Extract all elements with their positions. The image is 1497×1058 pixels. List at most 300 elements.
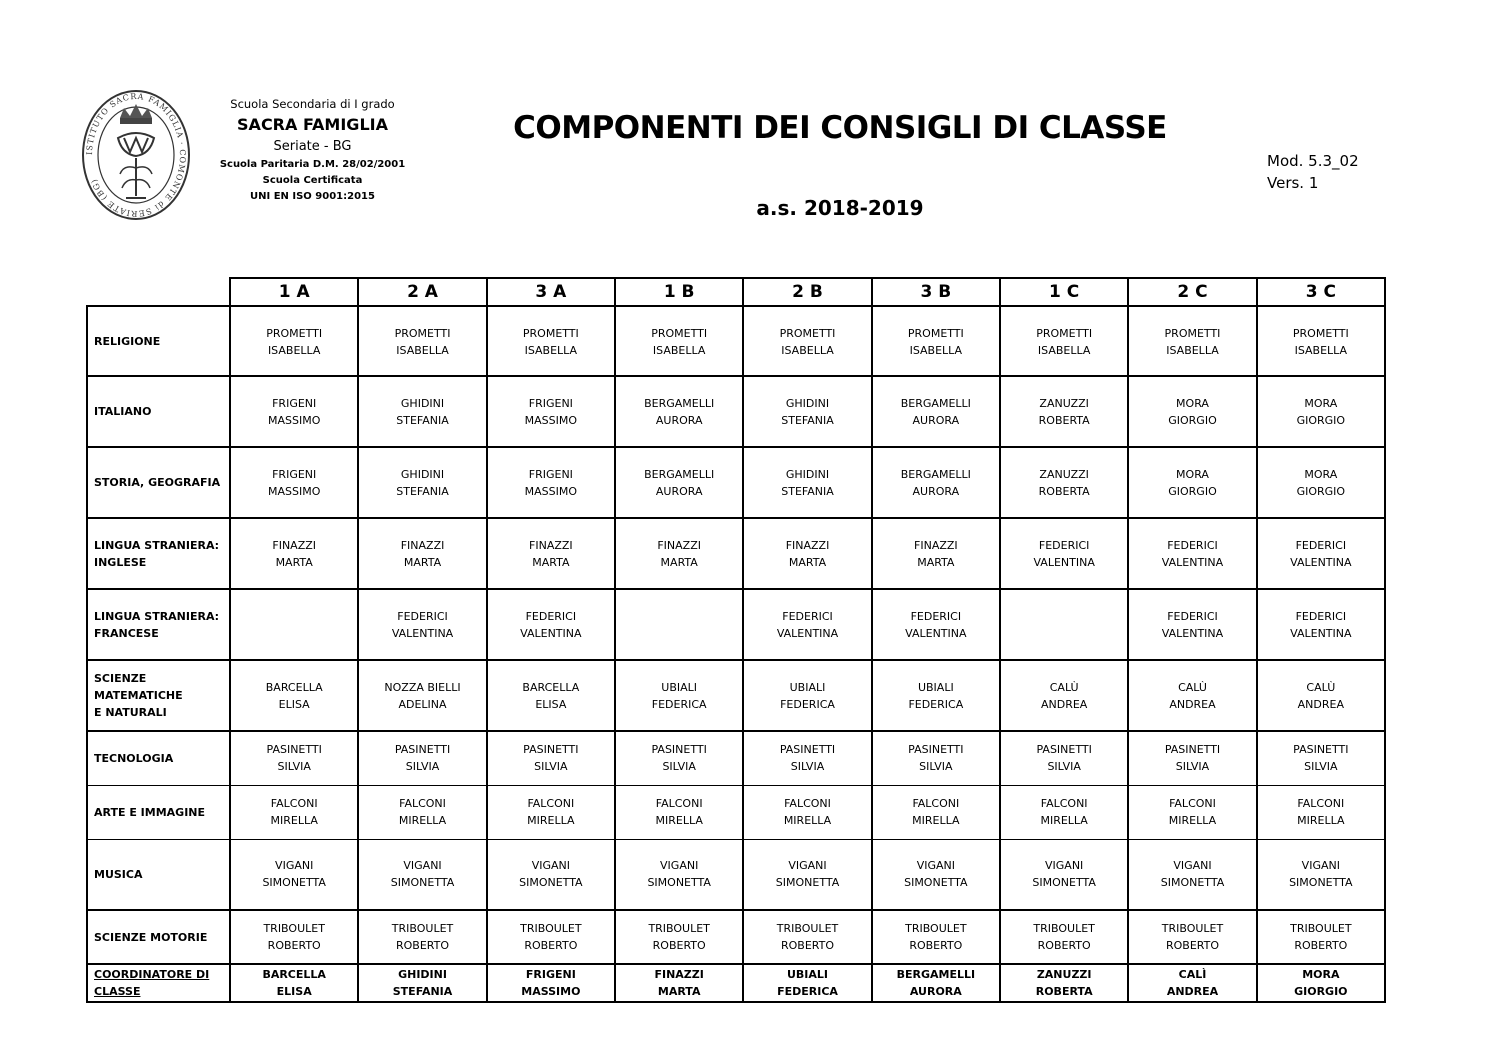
teacher-cell — [1257, 589, 1385, 660]
teacher-firstname: VALENTINA — [1033, 555, 1095, 569]
teacher-surname: PASINETTI — [908, 743, 964, 757]
teacher-firstname: SILVIA — [919, 760, 953, 774]
seal-text: ISTITUTO SACRA FAMIGLIA · COMONTE di SERIATE (BG) — [84, 91, 188, 219]
teacher-cell — [1000, 785, 1128, 839]
class-header: 3 C — [1257, 278, 1385, 306]
teacher-firstname: MIRELLA — [912, 814, 960, 827]
teacher-firstname: MIRELLA — [1297, 814, 1345, 827]
teacher-surname: FALCONI — [270, 797, 318, 810]
teacher-cell — [487, 731, 615, 785]
teacher-cell — [358, 785, 486, 839]
teacher-firstname: VALENTINA — [1290, 626, 1352, 640]
teacher-cell — [872, 589, 1000, 660]
table-row — [87, 785, 1385, 839]
school-name: SACRA FAMIGLIA — [237, 115, 388, 134]
teacher-surname: MORA — [1304, 467, 1338, 481]
table-row — [87, 306, 1385, 376]
teacher-surname: MORA — [1176, 467, 1209, 481]
teacher-surname: UBIALI — [917, 680, 954, 694]
class-header: 2 A — [358, 278, 486, 306]
teacher-surname: ZANUZZI — [1039, 467, 1089, 481]
header-corner — [87, 278, 230, 306]
subject-label: SCIENZE MOTORIE — [94, 930, 208, 944]
teacher-firstname: FEDERICA — [908, 697, 964, 711]
teacher-surname: FEDERICI — [525, 609, 577, 623]
class-council-table — [86, 277, 1386, 1003]
teacher-firstname: ROBERTO — [909, 939, 963, 952]
teacher-firstname: AURORA — [912, 413, 960, 427]
teacher-cell — [615, 376, 743, 447]
teacher-firstname: GIORGIO — [1168, 484, 1217, 498]
teacher-firstname: STEFANIA — [781, 413, 834, 427]
teacher-surname: FALCONI — [912, 797, 960, 810]
table-row — [87, 518, 1385, 589]
subject-label: ITALIANO — [94, 405, 152, 418]
teacher-surname: UBIALI — [786, 968, 829, 981]
teacher-cell — [358, 964, 486, 1002]
teacher-firstname: MIRELLA — [1168, 814, 1217, 827]
table-row — [87, 589, 1385, 660]
teacher-cell — [358, 910, 486, 964]
teacher-surname: GHIDINI — [398, 968, 447, 981]
class-header: 1 C — [1000, 278, 1128, 306]
teacher-cell — [358, 839, 486, 910]
subject-label: E NATURALI — [94, 706, 167, 719]
teacher-cell — [743, 447, 871, 518]
teacher-surname: FALCONI — [655, 797, 703, 810]
teacher-cell — [487, 964, 615, 1002]
teacher-firstname: MASSIMO — [268, 413, 321, 427]
teacher-cell — [487, 306, 615, 376]
teacher-surname: PROMETTI — [1292, 327, 1349, 340]
table-row — [87, 447, 1385, 518]
teacher-cell — [230, 964, 358, 1002]
teacher-cell — [230, 518, 358, 589]
teacher-firstname: ROBERTO — [1165, 939, 1219, 952]
teacher-surname: GHIDINI — [400, 467, 445, 481]
teacher-cell — [230, 910, 358, 964]
teacher-surname: FEDERICI — [1167, 609, 1218, 623]
teacher-cell — [615, 839, 743, 910]
school-seal-logo — [80, 88, 192, 222]
school-level: Scuola Secondaria di I grado — [230, 97, 395, 111]
teacher-cell — [1000, 910, 1128, 964]
teacher-surname: PROMETTI — [651, 327, 708, 340]
teacher-surname: FEDERICI — [1167, 538, 1218, 552]
teacher-firstname: MARTA — [275, 555, 313, 569]
subject-label: LINGUA STRANIERA: — [94, 609, 220, 623]
teacher-surname: VIGANI — [788, 859, 827, 873]
teacher-surname: MORA — [1176, 396, 1209, 410]
teacher-firstname: ELISA — [278, 697, 310, 711]
teacher-firstname: SILVIA — [277, 760, 311, 774]
teacher-surname: FALCONI — [399, 797, 446, 810]
teacher-surname: TRIBOULET — [905, 922, 967, 935]
teacher-cell — [872, 731, 1000, 785]
teacher-firstname: ISABELLA — [396, 344, 449, 357]
teacher-surname: VIGANI — [403, 859, 442, 873]
teacher-firstname: ROBERTO — [396, 939, 450, 952]
teacher-firstname: SIMONETTA — [775, 876, 840, 890]
teacher-cell — [487, 376, 615, 447]
teacher-firstname: AURORA — [909, 985, 962, 998]
teacher-surname: ZANUZZI — [1036, 968, 1092, 981]
teacher-firstname: FEDERICA — [780, 697, 835, 711]
teacher-cell — [230, 447, 358, 518]
teacher-firstname: MARTA — [917, 555, 955, 569]
teacher-cell — [743, 376, 871, 447]
teacher-firstname: ROBERTA — [1038, 413, 1090, 427]
teacher-surname: BERGAMELLI — [896, 968, 976, 981]
teacher-cell — [1128, 785, 1256, 839]
subject-label: RELIGIONE — [94, 334, 161, 348]
teacher-surname: BERGAMELLI — [900, 396, 971, 410]
teacher-surname: FEDERICI — [1295, 538, 1347, 552]
teacher-firstname: ROBERTO — [652, 939, 706, 952]
teacher-cell — [743, 910, 871, 964]
teacher-cell — [1257, 910, 1385, 964]
teacher-firstname: MIRELLA — [270, 814, 318, 827]
teacher-surname: PROMETTI — [907, 327, 964, 340]
teacher-cell — [1128, 589, 1256, 660]
teacher-cell — [1257, 518, 1385, 589]
teacher-firstname: MIRELLA — [783, 814, 832, 827]
teacher-cell — [872, 306, 1000, 376]
teacher-cell — [1257, 785, 1385, 839]
subject-cell — [87, 964, 230, 1002]
teacher-cell — [743, 306, 871, 376]
teacher-surname: FALCONI — [1040, 797, 1088, 810]
teacher-surname: FINAZZI — [785, 538, 830, 552]
teacher-surname: FINAZZI — [654, 968, 704, 981]
teacher-surname: TRIBOULET — [776, 922, 839, 935]
subject-label: COORDINATORE DI — [94, 968, 210, 981]
teacher-surname: FALCONI — [1297, 797, 1345, 810]
teacher-cell — [1257, 447, 1385, 518]
teacher-cell — [1257, 731, 1385, 785]
teacher-firstname: MIRELLA — [1040, 814, 1088, 827]
school-city: Seriate - BG — [273, 139, 352, 154]
school-header — [205, 96, 420, 205]
teacher-surname: FALCONI — [784, 797, 831, 810]
teacher-surname: TRIBOULET — [1161, 922, 1224, 935]
teacher-firstname: MARTA — [660, 555, 698, 569]
teacher-surname: UBIALI — [661, 680, 698, 694]
teacher-cell — [1257, 660, 1385, 731]
teacher-firstname: ISABELLA — [1294, 344, 1348, 357]
teacher-cell — [230, 785, 358, 839]
teacher-firstname: SILVIA — [405, 760, 440, 774]
teacher-firstname: STEFANIA — [781, 484, 834, 498]
teacher-cell — [1128, 660, 1256, 731]
table-row — [87, 731, 1385, 785]
teacher-cell — [872, 518, 1000, 589]
teacher-firstname: ISABELLA — [267, 344, 321, 357]
teacher-surname: BERGAMELLI — [644, 467, 715, 481]
module-code: Mod. 5.3_02 — [1267, 152, 1359, 170]
teacher-firstname: SIMONETTA — [519, 876, 583, 890]
teacher-surname: GHIDINI — [785, 396, 830, 410]
teacher-cell — [358, 518, 486, 589]
subject-cell — [87, 518, 230, 589]
teacher-cell — [358, 306, 486, 376]
class-header: 1 A — [230, 278, 358, 306]
teacher-surname: CALÙ — [1178, 680, 1207, 694]
teacher-firstname: ANDREA — [1169, 697, 1216, 711]
teacher-firstname: MIRELLA — [527, 814, 575, 827]
header-row — [87, 278, 1385, 306]
teacher-surname: PASINETTI — [1293, 743, 1349, 757]
teacher-firstname: MIRELLA — [655, 814, 703, 827]
teacher-cell — [872, 376, 1000, 447]
teacher-firstname: MASSIMO — [524, 484, 578, 498]
teacher-surname: PROMETTI — [394, 327, 451, 340]
teacher-surname: PROMETTI — [1164, 327, 1221, 340]
teacher-surname: CALÌ — [1178, 968, 1207, 981]
class-header: 2 B — [743, 278, 871, 306]
teacher-surname: PASINETTI — [523, 743, 579, 757]
teacher-cell — [743, 518, 871, 589]
teacher-firstname: ANDREA — [1166, 985, 1219, 998]
teacher-firstname: ROBERTO — [1037, 939, 1091, 952]
teacher-firstname: SIMONETTA — [647, 876, 711, 890]
teacher-cell — [1128, 306, 1256, 376]
teacher-firstname: ISABELLA — [1037, 344, 1091, 357]
teacher-cell — [615, 660, 743, 731]
teacher-cell — [872, 785, 1000, 839]
teacher-firstname: ADELINA — [398, 697, 447, 711]
teacher-cell — [487, 518, 615, 589]
teacher-surname: ZANUZZI — [1039, 396, 1089, 410]
teacher-firstname: FEDERICA — [651, 697, 707, 711]
teacher-cell — [487, 910, 615, 964]
teacher-firstname: SILVIA — [534, 760, 568, 774]
teacher-cell — [615, 910, 743, 964]
teacher-cell — [1000, 376, 1128, 447]
subject-label: MUSICA — [94, 867, 143, 881]
teacher-cell — [872, 839, 1000, 910]
teacher-firstname: MASSIMO — [521, 985, 581, 998]
teacher-surname: PASINETTI — [779, 743, 836, 757]
subject-label: TECNOLOGIA — [94, 751, 174, 765]
subject-cell — [87, 839, 230, 910]
teacher-firstname: GIORGIO — [1168, 413, 1217, 427]
module-info — [1267, 150, 1359, 194]
teacher-firstname: MARTA — [657, 985, 701, 998]
teacher-firstname: SILVIA — [662, 760, 696, 774]
teacher-surname: MORA — [1302, 968, 1340, 981]
teacher-surname: TRIBOULET — [1033, 922, 1095, 935]
teacher-surname: BERGAMELLI — [900, 467, 971, 481]
teacher-surname: FEDERICI — [910, 609, 962, 623]
teacher-cell — [230, 306, 358, 376]
teacher-cell — [1000, 589, 1128, 660]
teacher-surname: FALCONI — [1169, 797, 1216, 810]
teacher-cell — [1128, 964, 1256, 1002]
teacher-surname: VIGANI — [1045, 859, 1084, 873]
teacher-firstname: ROBERTA — [1038, 484, 1090, 498]
teacher-cell — [358, 376, 486, 447]
table-row — [87, 839, 1385, 910]
teacher-surname: FRIGENI — [272, 467, 317, 481]
teacher-surname: FINAZZI — [914, 538, 958, 552]
teacher-firstname: VALENTINA — [776, 626, 839, 640]
teacher-firstname: MARTA — [788, 555, 827, 569]
teacher-cell — [615, 447, 743, 518]
table-row — [87, 376, 1385, 447]
teacher-cell — [615, 731, 743, 785]
subject-label: INGLESE — [94, 555, 147, 569]
teacher-surname: FEDERICI — [1038, 538, 1090, 552]
teacher-cell — [1257, 376, 1385, 447]
teacher-firstname: FEDERICA — [777, 985, 838, 998]
teacher-firstname: ROBERTO — [267, 939, 321, 952]
teacher-surname: FEDERICI — [397, 609, 448, 623]
school-year: a.s. 2018-2019 — [756, 196, 924, 220]
teacher-surname: GHIDINI — [785, 467, 830, 481]
teacher-cell — [743, 660, 871, 731]
module-version: Vers. 1 — [1267, 174, 1319, 192]
teacher-surname: PROMETTI — [522, 327, 579, 340]
teacher-cell — [358, 660, 486, 731]
teacher-cell — [230, 589, 358, 660]
teacher-surname: TRIBOULET — [520, 922, 582, 935]
teacher-firstname: MARTA — [403, 555, 442, 569]
teacher-cell — [1000, 447, 1128, 518]
teacher-firstname: ANDREA — [1040, 697, 1088, 711]
teacher-cell — [358, 731, 486, 785]
teacher-firstname: SILVIA — [790, 760, 825, 774]
teacher-firstname: ROBERTO — [1294, 939, 1348, 952]
subject-cell — [87, 731, 230, 785]
table-row — [87, 964, 1385, 1002]
teacher-firstname: VALENTINA — [1161, 555, 1224, 569]
teacher-cell — [1128, 376, 1256, 447]
class-header: 1 B — [615, 278, 743, 306]
teacher-surname: GHIDINI — [400, 396, 445, 410]
teacher-cell — [487, 660, 615, 731]
teacher-firstname: SIMONETTA — [1289, 876, 1353, 890]
subject-cell — [87, 376, 230, 447]
teacher-cell — [615, 306, 743, 376]
teacher-firstname: SIMONETTA — [390, 876, 455, 890]
teacher-surname: FRIGENI — [272, 396, 317, 410]
teacher-surname: FRIGENI — [528, 396, 573, 410]
teacher-firstname: ROBERTO — [524, 939, 578, 952]
teacher-firstname: MASSIMO — [268, 484, 321, 498]
teacher-cell — [1000, 731, 1128, 785]
teacher-firstname: STEFANIA — [396, 484, 449, 498]
teacher-surname: VIGANI — [531, 859, 570, 873]
teacher-surname: VIGANI — [1301, 859, 1340, 873]
teacher-surname: CALÙ — [1049, 680, 1079, 694]
teacher-surname: VIGANI — [275, 859, 314, 873]
teacher-cell — [1128, 447, 1256, 518]
teacher-surname: PASINETTI — [1164, 743, 1221, 757]
teacher-surname: PROMETTI — [266, 327, 323, 340]
teacher-cell — [743, 731, 871, 785]
subject-cell — [87, 910, 230, 964]
teacher-firstname: GIORGIO — [1296, 413, 1346, 427]
teacher-surname: FRIGENI — [528, 467, 573, 481]
class-header: 2 C — [1128, 278, 1256, 306]
teacher-firstname: STEFANIA — [396, 413, 449, 427]
teacher-cell — [487, 447, 615, 518]
teacher-firstname: AURORA — [655, 413, 703, 427]
teacher-cell — [1257, 964, 1385, 1002]
teacher-cell — [743, 964, 871, 1002]
teacher-surname: PASINETTI — [394, 743, 451, 757]
teacher-firstname: SILVIA — [1304, 760, 1338, 774]
teacher-firstname: VALENTINA — [1290, 555, 1352, 569]
teacher-firstname: VALENTINA — [391, 626, 454, 640]
school-decree: Scuola Paritaria D.M. 28/02/2001 — [219, 159, 406, 170]
teacher-surname: TRIBOULET — [1290, 922, 1352, 935]
teacher-surname: FRIGENI — [525, 968, 576, 981]
teacher-cell — [487, 589, 615, 660]
subject-cell — [87, 589, 230, 660]
teacher-firstname: ISABELLA — [781, 344, 834, 357]
class-header: 3 A — [487, 278, 615, 306]
page-title: COMPONENTI DEI CONSIGLI DI CLASSE — [513, 110, 1167, 146]
teacher-cell — [615, 589, 743, 660]
teacher-surname: PASINETTI — [651, 743, 707, 757]
subject-cell — [87, 660, 230, 731]
teacher-firstname: MASSIMO — [524, 413, 578, 427]
teacher-cell — [872, 964, 1000, 1002]
teacher-firstname: ELISA — [535, 697, 567, 711]
teacher-firstname: GIORGIO — [1294, 985, 1348, 998]
teacher-firstname: ANDREA — [1297, 697, 1344, 711]
teacher-cell — [1000, 518, 1128, 589]
teacher-cell — [230, 839, 358, 910]
teacher-cell — [358, 447, 486, 518]
teacher-firstname: STEFANIA — [392, 985, 453, 998]
subject-label: LINGUA STRANIERA: — [94, 538, 220, 552]
teacher-cell — [743, 589, 871, 660]
teacher-surname: FALCONI — [527, 797, 575, 810]
teacher-firstname: SIMONETTA — [262, 876, 326, 890]
teacher-firstname: ISABELLA — [524, 344, 578, 357]
teacher-surname: VIGANI — [1173, 859, 1212, 873]
teacher-surname: FINAZZI — [657, 538, 701, 552]
teacher-cell — [358, 589, 486, 660]
teacher-firstname: VALENTINA — [520, 626, 582, 640]
teacher-surname: PROMETTI — [779, 327, 836, 340]
subject-cell — [87, 785, 230, 839]
teacher-firstname: SILVIA — [1175, 760, 1210, 774]
teacher-cell — [1000, 306, 1128, 376]
teacher-firstname: AURORA — [655, 484, 703, 498]
teacher-cell — [1257, 839, 1385, 910]
teacher-cell — [230, 731, 358, 785]
teacher-firstname: ISABELLA — [652, 344, 706, 357]
table-row — [87, 660, 1385, 731]
teacher-cell — [615, 518, 743, 589]
teacher-firstname: ROBERTO — [780, 939, 835, 952]
teacher-surname: FEDERICI — [1295, 609, 1347, 623]
teacher-surname: VIGANI — [916, 859, 955, 873]
subject-label: FRANCESE — [94, 626, 159, 640]
teacher-cell — [872, 910, 1000, 964]
teacher-surname: PASINETTI — [1036, 743, 1092, 757]
teacher-cell — [872, 447, 1000, 518]
teacher-surname: BERGAMELLI — [644, 396, 715, 410]
teacher-firstname: ROBERTA — [1035, 985, 1093, 998]
subject-label: SCIENZE — [94, 672, 147, 685]
teacher-firstname: ELISA — [276, 985, 312, 998]
teacher-cell — [230, 660, 358, 731]
